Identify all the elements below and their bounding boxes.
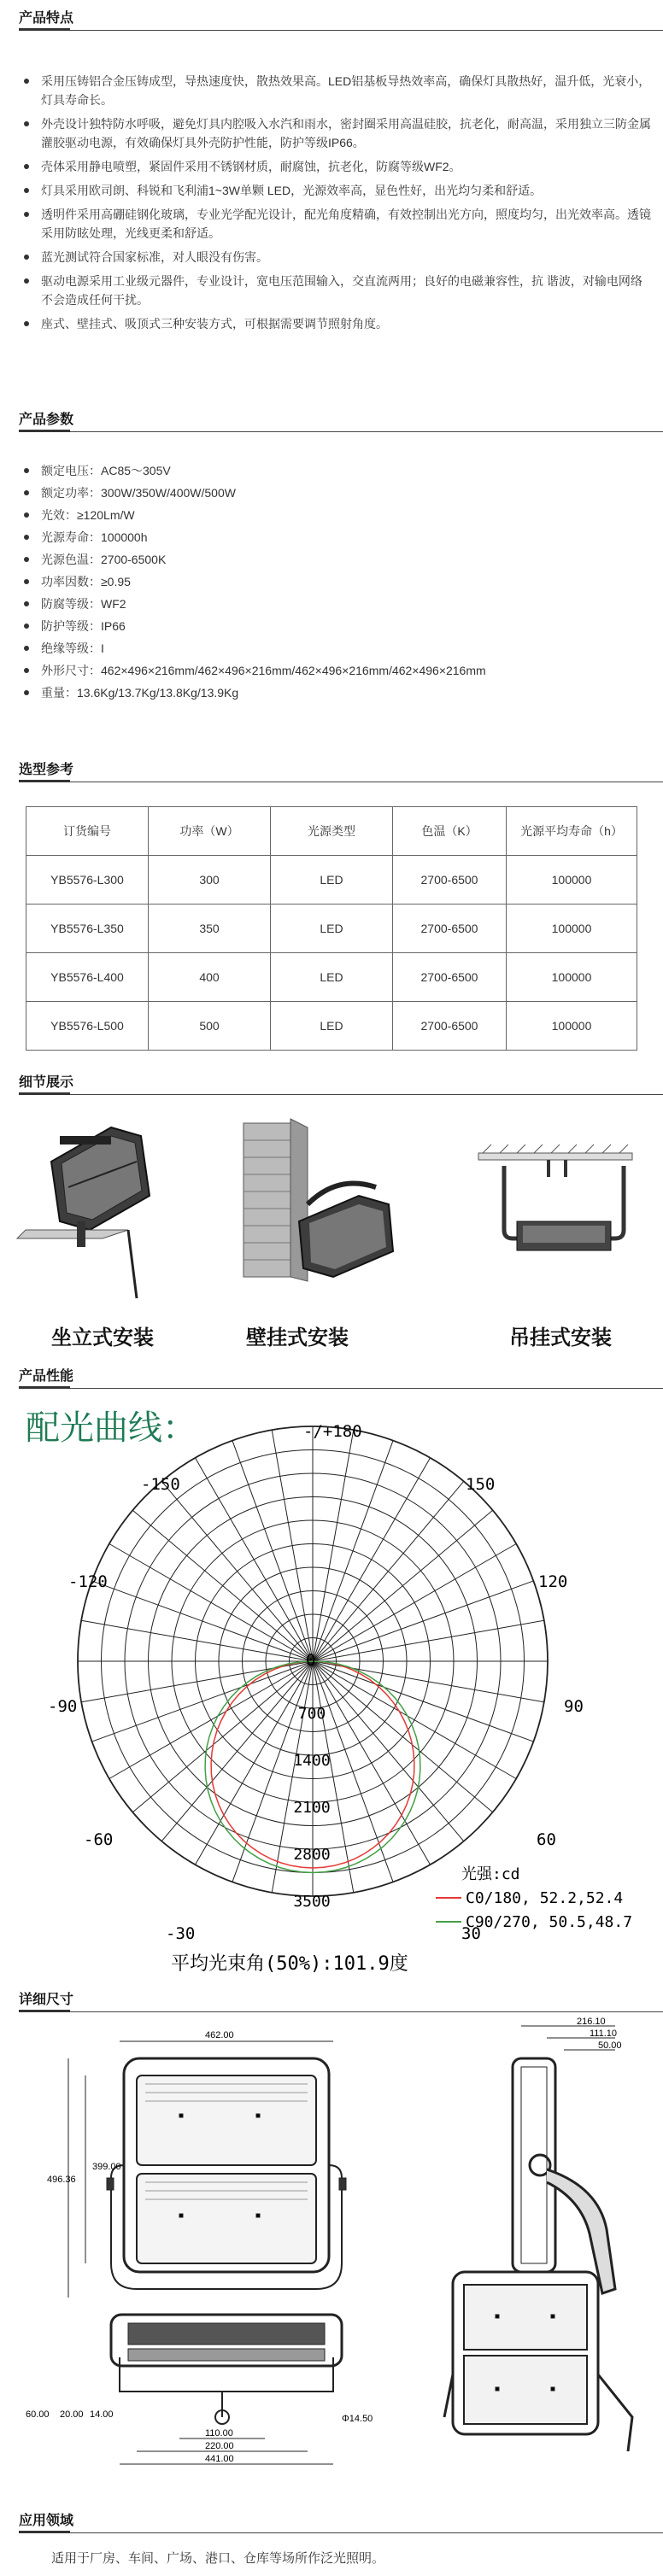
dim-label: 111.10 — [590, 2029, 618, 2039]
angle-label: 30 — [461, 1924, 481, 1943]
grid-spoke — [161, 1661, 313, 1841]
selection-header — [0, 752, 663, 782]
table-cell: 100000 — [507, 953, 637, 1002]
radial-label: 3500 — [293, 1893, 331, 1911]
selection-table — [26, 806, 637, 1051]
grid-spoke — [132, 1661, 313, 1812]
table-cell: 400 — [149, 953, 271, 1002]
radial-label: 1400 — [293, 1752, 331, 1770]
grid-spoke — [313, 1510, 493, 1661]
dimensions-header — [0, 1982, 663, 2012]
details-title: 细节展示 — [19, 1075, 74, 1090]
list-item: 额定电压：AC85～305V — [19, 461, 651, 480]
table-cell: 100000 — [507, 856, 637, 905]
table-cell: LED — [271, 953, 393, 1002]
floor-mount-image — [17, 1127, 150, 1298]
grid-spoke — [132, 1510, 313, 1661]
application-title: 应用领域 — [19, 2514, 74, 2528]
grid-spoke — [313, 1481, 464, 1661]
dim-label: 441.00 — [205, 2454, 234, 2464]
angle-label: 60 — [537, 1830, 556, 1849]
application-header — [0, 2503, 663, 2533]
grid-spoke — [161, 1481, 313, 1661]
center-label: 0 — [306, 1651, 316, 1670]
table-row — [26, 905, 637, 953]
table-cell: 500 — [149, 1002, 271, 1051]
table-cell: LED — [271, 856, 393, 905]
list-item: 光效：≥120Lm/W — [19, 506, 651, 524]
col-header: 光源类型 — [271, 807, 393, 856]
table-cell: 2700-6500 — [393, 1002, 507, 1051]
list-item: 重量：13.6Kg/13.7Kg/13.8Kg/13.9Kg — [19, 683, 651, 702]
table-cell: 2700-6500 — [393, 905, 507, 953]
angle-label: 90 — [564, 1697, 584, 1716]
dim-label: 496.36 — [47, 2175, 76, 2185]
application-text: 适用于厂房、车间、广场、港口、仓库等场所作泛光照明。 — [51, 2551, 385, 2566]
selection-title: 选型参考 — [19, 763, 74, 777]
hanging-mount-caption: 吊挂式安装 — [509, 1326, 612, 1349]
table-cell: YB5576-L350 — [26, 905, 149, 953]
performance-title: 产品性能 — [19, 1369, 74, 1384]
table-cell: 100000 — [507, 905, 637, 953]
dim-label: 50.00 — [598, 2040, 622, 2051]
dim-label: 216.10 — [577, 2017, 606, 2027]
list-item: 外形尺寸：462×496×216mm/462×496×216mm/462×496×216mm/462×496×216mm — [19, 661, 651, 680]
performance-header — [0, 1358, 663, 1389]
list-item: 灯具采用欧司朗、科锐和飞利浦1~3W单颗 LED，光源效率高，显色性好，出光均匀柔和舒适。 — [19, 181, 651, 200]
list-item: 额定功率：300W/350W/400W/500W — [19, 483, 651, 502]
list-item: 蓝光测试符合国家标准，对人眼没有伤害。 — [19, 248, 651, 266]
features-header — [0, 0, 663, 31]
list-item: 防腐等级：WF2 — [19, 594, 651, 613]
table-cell: YB5576-L400 — [26, 953, 149, 1002]
installation-illustrations — [0, 1102, 663, 1307]
angle-label: -150 — [141, 1475, 180, 1494]
bottom-view-drawing — [26, 2315, 373, 2464]
table-cell: YB5576-L500 — [26, 1002, 149, 1051]
list-item: 壳体采用静电喷塑，紧固件采用不锈钢材质，耐腐蚀，抗老化，防腐等级WF2。 — [19, 157, 651, 176]
iso-view-drawing — [444, 2272, 632, 2451]
angle-label: -/+180 — [303, 1422, 362, 1441]
dim-label: 220.00 — [205, 2441, 234, 2451]
angle-label: -90 — [48, 1697, 78, 1716]
col-header: 色温（K） — [393, 807, 507, 856]
front-view-drawing — [47, 2030, 346, 2298]
list-item: 驱动电源采用工业级元器件，专业设计，宽电压范围输入，交直流两用；良好的电磁兼容性，抗 谐波，对输电网络不会造成任何干扰。 — [19, 272, 651, 309]
radial-label: 2800 — [293, 1846, 331, 1864]
dim-label: 20.00 — [60, 2409, 84, 2420]
table-cell: 350 — [149, 905, 271, 953]
table-cell: 100000 — [507, 1002, 637, 1051]
dim-label: 110.00 — [205, 2428, 233, 2438]
list-item: 外壳设计独特防水呼吸，避免灯具内腔吸入水汽和雨水，密封圈采用高温硅胶，抗老化，耐高温，采用独立三防金属灌胶驱动电源，有效确保灯具外壳防护性能，防护等级IP66。 — [19, 114, 651, 152]
radial-label: 700 — [297, 1705, 326, 1723]
features-list — [19, 72, 651, 338]
list-item: 座式、壁挂式、吸顶式三种安装方式，可根据需要调节照射角度。 — [19, 314, 651, 333]
angle-label: -60 — [84, 1830, 114, 1849]
dim-label: 462.00 — [205, 2030, 234, 2040]
dim-label: 60.00 — [26, 2409, 50, 2420]
list-item: 防护等级：IP66 — [19, 617, 651, 635]
list-item: 绝缘等级：I — [19, 639, 651, 658]
beam-angle-text: 平均光束角(50%):101.9度 — [171, 1953, 408, 1975]
table-row — [26, 856, 637, 905]
wall-mount-image — [243, 1119, 393, 1281]
col-header: 功率（W） — [149, 807, 271, 856]
features-title: 产品特点 — [19, 11, 74, 26]
angle-label: 120 — [538, 1572, 568, 1591]
list-item: 透明件采用高硼硅钢化玻璃，专业光学配光设计，配光角度精确，有效控制出光方向，照度均匀，出光效率高。透镜采用防眩处理，光线更柔和舒适。 — [19, 205, 651, 243]
dim-label: 14.00 — [90, 2409, 114, 2420]
radial-label: 2100 — [293, 1799, 331, 1817]
table-header-row — [26, 807, 637, 856]
table-cell: YB5576-L300 — [26, 856, 149, 905]
params-header — [0, 401, 663, 432]
hanging-mount-image — [478, 1145, 632, 1250]
params-list — [19, 461, 651, 705]
table-cell: LED — [271, 905, 393, 953]
grid-spoke — [313, 1661, 464, 1841]
table-row — [26, 953, 637, 1002]
list-item: 光源寿命：100000h — [19, 528, 651, 547]
table-row — [26, 1002, 637, 1051]
polar-light-distribution-chart — [0, 1418, 663, 1947]
dimensions-title: 详细尺寸 — [19, 1993, 74, 2007]
angle-label: 150 — [466, 1475, 496, 1494]
list-item: 采用压铸铝合金压铸成型，导热速度快，散热效果高。LED铝基板导热效率高，确保灯具散热好，温升低，光衰小，灯具寿命长。 — [19, 72, 651, 109]
dim-label: Φ14.50 — [342, 2414, 373, 2424]
side-view-drawing — [513, 2017, 622, 2293]
angle-label: -120 — [68, 1572, 108, 1591]
dimension-drawings — [0, 2016, 663, 2494]
wall-mount-caption: 壁挂式安装 — [246, 1326, 349, 1349]
floor-mount-caption: 坐立式安装 — [51, 1326, 154, 1349]
light-curve-title: 配光曲线： — [26, 1408, 197, 1448]
grid-spoke — [313, 1661, 493, 1812]
list-item: 光源色温：2700-6500K — [19, 550, 651, 569]
col-header: 订货编号 — [26, 807, 149, 856]
list-item: 功率因数：≥0.95 — [19, 572, 651, 591]
legend-c0: C0/180, 52.2,52.4 — [466, 1889, 624, 1907]
table-cell: 300 — [149, 856, 271, 905]
table-cell: 2700-6500 — [393, 953, 507, 1002]
table-cell: LED — [271, 1002, 393, 1051]
angle-label: -30 — [166, 1924, 196, 1943]
table-cell: 2700-6500 — [393, 856, 507, 905]
dim-label: 399.00 — [92, 2162, 121, 2172]
details-header — [0, 1064, 663, 1095]
params-title: 产品参数 — [19, 413, 74, 427]
legend-title: 光强:cd — [461, 1865, 520, 1883]
legend-c90: C90/270, 50.5,48.7 — [466, 1913, 633, 1931]
col-header: 光源平均寿命（h） — [507, 807, 637, 856]
